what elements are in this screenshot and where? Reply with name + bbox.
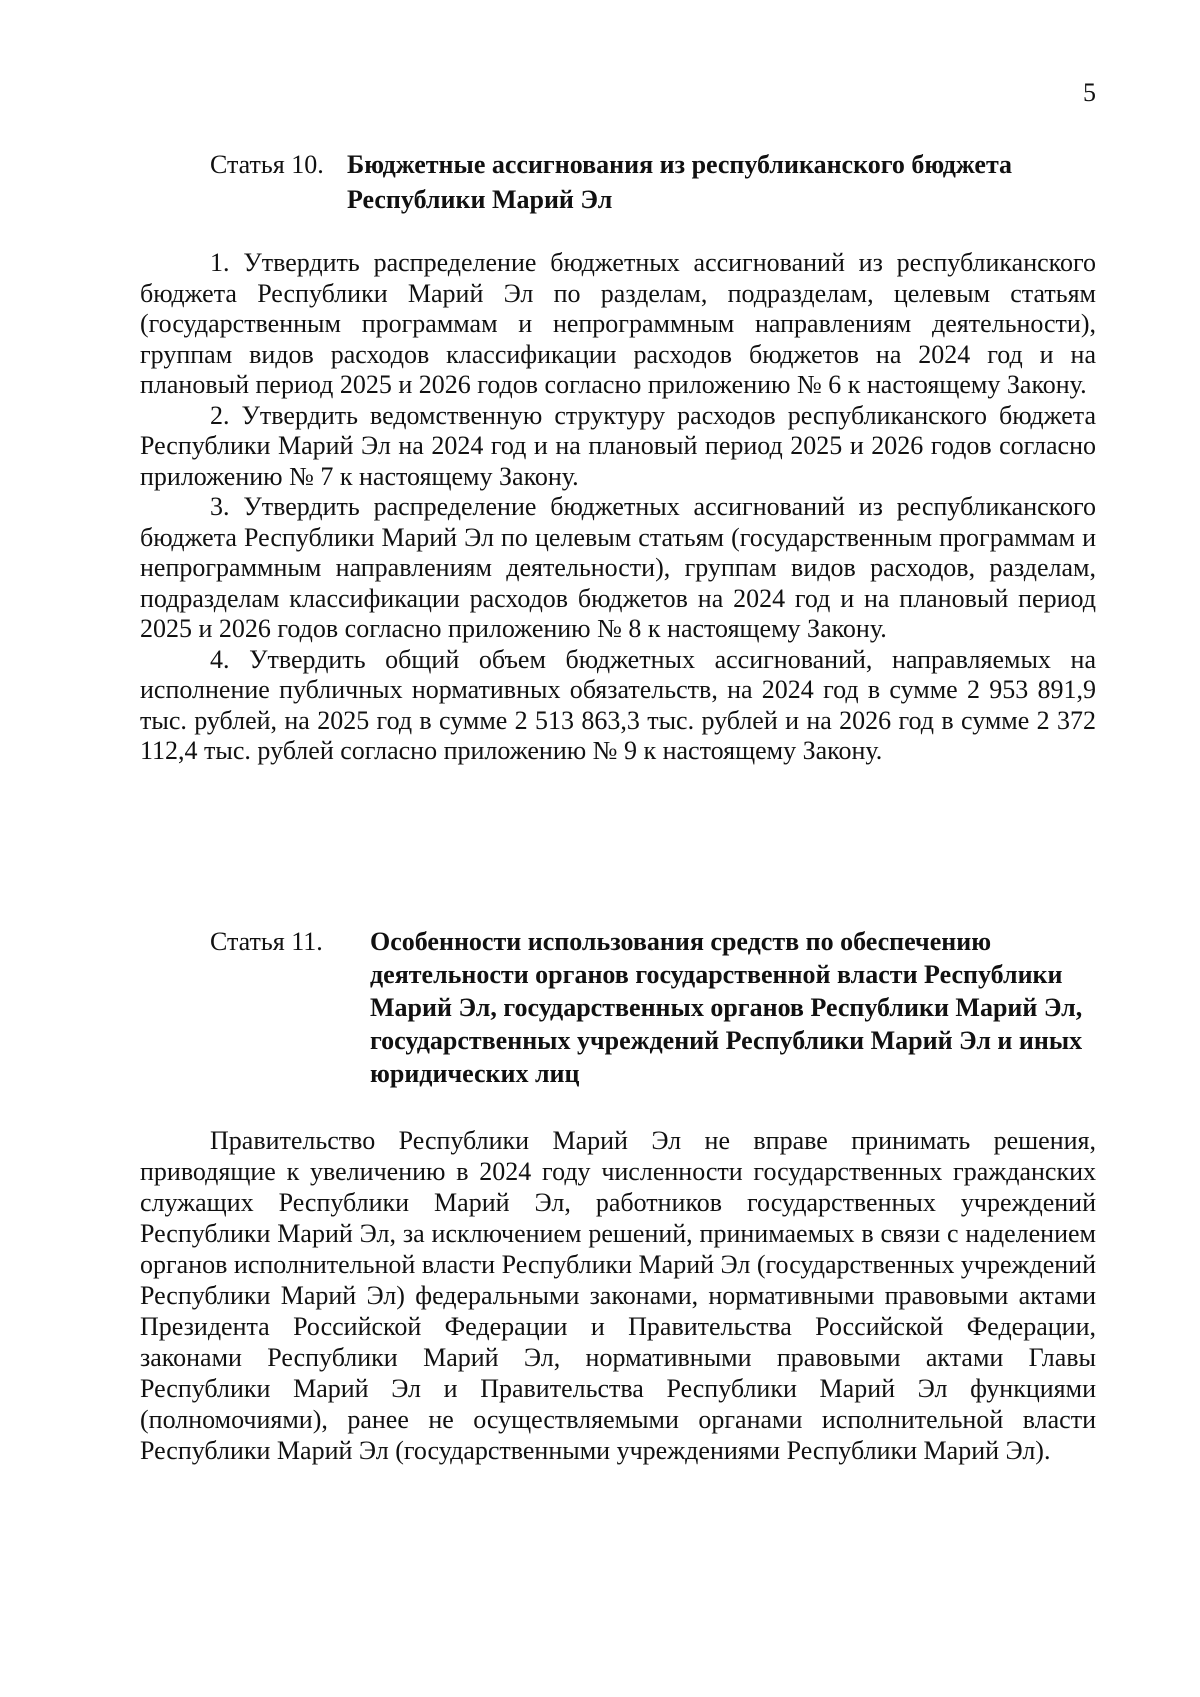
article-10-paragraph-2: 2. Утвердить ведомственную структуру расходов республиканского бюджета Республики Марий Эл на 2024 год и на плановый период 2025 и 2026 годов согласно приложению № 7 к настоящему Закону. (140, 400, 1096, 491)
article-10-heading (210, 148, 1098, 217)
article-10-label: Статья 10. (210, 150, 324, 179)
article-11-title: Особенности использования средств по обеспечению деятельности органов государственной власти Республики Марий Эл, государственных органов Республики Марий Эл, государственных учреждений Республики Марий Эл и иных юридических лиц (370, 927, 1083, 1088)
article-10-title: Бюджетные ассигнования из республиканского бюджета Республики Марий Эл (347, 150, 1013, 214)
article-11-body (140, 1125, 1096, 1466)
article-10-paragraph-1: 1. Утвердить распределение бюджетных ассигнований из республиканского бюджета Республики Марий Эл по разделам, подразделам, целевым статьям (государственным программам и непрограммным направлениям деятельности), группам видов расходов классификации расходов бюджетов на 2024 год и на плановый период 2025 и 2026 годов согласно приложению № 6 к настоящему Закону. (140, 248, 1096, 399)
article-11-heading (210, 925, 1098, 1090)
article-10-paragraph-4: 4. Утвердить общий объем бюджетных ассигнований, направляемых на исполнение публичных нормативных обязательств, на 2024 год в сумме 2 953 891,9 тыс. рублей, на 2025 год в сумме 2 513 863,3 тыс. рублей и на 2026 год в сумме 2 372 112,4 тыс. рублей согласно приложению № 9 к настоящему Закону. (140, 644, 1096, 765)
article-10-paragraph-3: 3. Утвердить распределение бюджетных ассигнований из республиканского бюджета Республики Марий Эл по целевым статьям (государственным программам и непрограммным направлениям деятельности), группам видов расходов, разделам, подразделам классификации расходов бюджетов на 2024 год и на плановый период 2025 и 2026 годов согласно приложению № 8 к настоящему Закону. (140, 492, 1096, 643)
page-number: 5 (1083, 78, 1096, 107)
article-11-paragraph-1: Правительство Республики Марий Эл не вправе принимать решения, приводящие к увеличению в 2024 году численности государственных гражданских служащих Республики Марий Эл, работников государственных учреждений Республики Марий Эл, за исключением решений, принимаемых в связи с наделением органов исполнительной власти Республики Марий Эл (государственных учреждений Республики Марий Эл) федеральными законами, нормативными правовыми актами Президента Российской Федерации и Правительства Российской Федерации, законами Республики Марий Эл, нормативными правовыми актами Главы Республики Марий Эл и Правительства Республики Марий Эл функциями (полномочиями), ранее не осуществляемыми органами исполнительной власти Республики Марий Эл (государственными учреждениями Республики Марий Эл). (140, 1126, 1096, 1465)
article-10-body (140, 248, 1096, 767)
article-11-label: Статья 11. (210, 927, 323, 956)
